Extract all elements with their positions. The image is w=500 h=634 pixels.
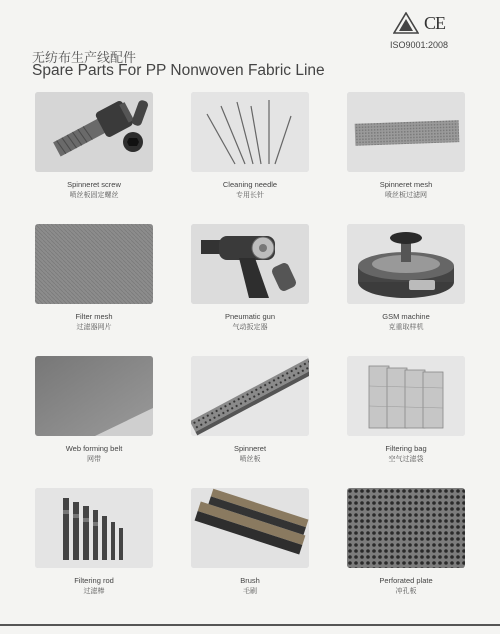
part-item-gsm-machine [346,224,466,332]
screw-icon [35,92,153,172]
mesh-icon [347,92,465,172]
pneumatic-gun-icon [191,224,309,304]
part-name-en: Spinneret [233,444,267,453]
bottom-border-line [0,624,500,626]
certification-block [384,8,454,50]
filter-mesh-icon [35,224,153,304]
triangle-cert-logo-icon [393,12,419,34]
brush-icon [191,488,309,568]
part-name-cn: 过滤棒 [83,588,105,595]
part-name-en: Web forming belt [65,444,123,453]
part-name-en: Filtering rod [74,576,114,585]
part-item-pneumatic-gun [190,224,310,332]
filter-bag-icon [347,356,465,436]
part-name-en: Perforated plate [379,576,433,585]
part-item-spinneret-mesh [346,92,466,200]
title-chinese: 无纺布生产线配件 [32,50,137,65]
part-name-cn: 喷丝板固定螺丝 [69,192,119,199]
part-item-brush [190,488,310,596]
part-name-cn: 毛刷 [243,588,257,595]
part-name-en: GSM machine [382,312,430,321]
part-name-cn: 冲孔板 [395,588,417,595]
part-name-en: Cleaning needle [222,180,278,189]
perforated-plate-icon [347,488,465,568]
ce-mark: CE [423,12,445,33]
part-item-filtering-bag [346,356,466,464]
part-item-cleaning-needle [190,92,310,200]
belt-icon [35,356,153,436]
needle-icon [191,92,309,172]
cert-logos [384,8,454,38]
part-name-en: Filter mesh [75,312,113,321]
part-name-cn: 喷丝板 [239,456,261,463]
part-name-cn: 气动扳定器 [232,324,268,331]
part-item-web-forming-belt [34,356,154,464]
iso-label: ISO9001:2008 [389,40,449,50]
part-name-cn: 空气过滤袋 [388,456,424,463]
filter-rod-icon [35,488,153,568]
part-name-en: Pneumatic gun [224,312,276,321]
part-name-en: Spinneret mesh [379,180,433,189]
part-item-filter-mesh [34,224,154,332]
part-name-cn: 专用长针 [236,192,264,199]
part-name-en: Spinneret screw [67,180,121,189]
part-item-filtering-rod [34,488,154,596]
part-name-cn: 喷丝板过滤网 [385,192,427,199]
part-item-perforated-plate [346,488,466,596]
part-name-en: Filtering bag [385,444,427,453]
part-name-en: Brush [240,576,260,585]
part-name-cn: 网带 [87,456,101,463]
spinneret-icon [191,356,309,436]
gsm-machine-icon [347,224,465,304]
part-name-cn: 克重取样机 [388,324,424,331]
part-item-spinneret-screw [34,92,154,200]
part-item-spinneret [190,356,310,464]
part-name-cn: 过滤器网片 [76,324,112,331]
title-english: Spare Parts For PP Nonwoven Fabric Line [32,62,325,79]
